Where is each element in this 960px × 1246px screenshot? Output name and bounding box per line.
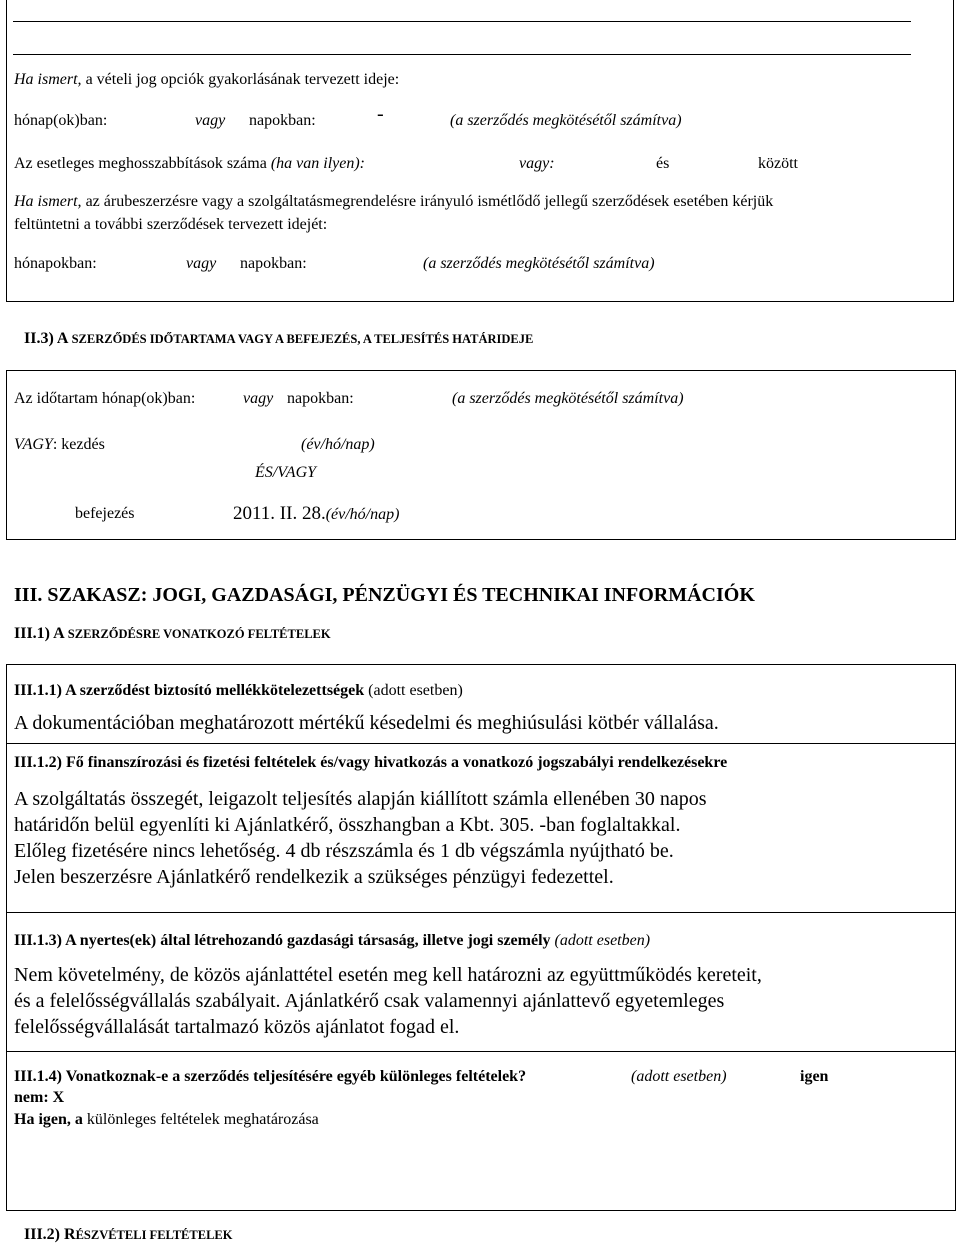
extensions-line: Az esetleges meghosszabbítások száma (ha van ilyen): <box>14 155 365 172</box>
s4-note: (adott esetben) <box>631 1068 727 1085</box>
start-date-format: (év/hó/nap) <box>301 436 375 453</box>
duration-days-label: napokban: <box>287 390 354 407</box>
s2-line-4: Jelen beszerzésre Ajánlatkérő rendelkezik a szükséges pénzügyi fedezettel. <box>14 866 614 888</box>
recurring-days-label: napokban: <box>240 255 307 272</box>
s2-heading: III.1.2) Fő finanszírozási és fizetési feltételek és/vagy hivatkozás a vonatkozó jogszabályi rendelkezésekre <box>14 754 728 771</box>
extensions-or: vagy: <box>519 155 555 172</box>
s4-heading: III.1.4) Vonatkoznak-e a szerződés teljesítésére egyéb különleges feltételek? <box>14 1068 527 1085</box>
extensions-between: között <box>758 155 798 172</box>
s3-heading: III.1.3) A nyertes(ek) által létrehozandó gazdasági társaság, illetve jogi személy (adott esetben) <box>14 932 651 949</box>
s2-line-2: határidőn belül egyenlíti ki Ajánlatkérő, összhangban a Kbt. 305. -ban foglaltakkal. <box>14 814 681 836</box>
recurring-line-1: Ha ismert, az árubeszerzésre vagy a szolgáltatásmegrendelésre irányuló ismétlődő jellegű szerződések esetében kérjük <box>14 193 774 210</box>
start-line: VAGY: kezdés <box>14 436 105 453</box>
s2-line-1: A szolgáltatás összegét, leigazolt teljesítés alapján kiállított számla ellenében 30 napos <box>14 788 707 810</box>
s4-ifyes: Ha igen, a különleges feltételek meghatározása <box>14 1111 319 1128</box>
option-from-contract: (a szerződés megkötésétől számítva) <box>450 112 682 129</box>
end-date-value: 2011. II. 28. <box>233 503 326 524</box>
option-dash: - <box>377 103 384 125</box>
s3-line-2: és a felelősségvállalás szabályait. Ajánlatkérő csak valamennyi ajánlattevő egyetemleges <box>14 990 725 1012</box>
blank-line-1 <box>13 21 911 22</box>
duration-or: vagy <box>243 390 274 407</box>
section-iii-title: III. SZAKASZ: JOGI, GAZDASÁGI, PÉNZÜGYI ÉS TECHNIKAI INFORMÁCIÓK <box>14 584 755 606</box>
section-ii3-heading: II.3) A SZERZŐDÉS IDŐTARTAMA VAGY A BEFEJEZÉS, A TELJESÍTÉS HATÁRIDEJE <box>24 330 534 347</box>
s3-line-1: Nem követelmény, de közös ajánlattétel esetén meg kell határozni az együttműködés kereteit, <box>14 964 762 986</box>
end-label: befejezés <box>75 505 135 522</box>
s4-yes: igen <box>800 1068 829 1085</box>
s4-no: nem: X <box>14 1089 65 1106</box>
s2-line-3: Előleg fizetésére nincs lehetőség. 4 db részszámla és 1 db végszámla nyújtható be. <box>14 840 674 862</box>
recurring-from-contract: (a szerződés megkötésétől számítva) <box>423 255 655 272</box>
duration-from-contract: (a szerződés megkötésétől számítva) <box>452 390 684 407</box>
and-or-label: ÉS/VAGY <box>255 464 317 481</box>
s3-line-3: felelősségvállalását tartalmazó közös ajánlatot fogad el. <box>14 1016 460 1038</box>
option-or: vagy <box>195 112 226 129</box>
option-days-label: napokban: <box>249 112 316 129</box>
recurring-line-2: feltüntetni a további szerződések tervezett idejét: <box>14 216 328 233</box>
duration-label: Az időtartam hónap(ok)ban: <box>14 390 196 407</box>
recurring-or: vagy <box>186 255 217 272</box>
s1-heading: III.1.1) A szerződést biztosító mellékkötelezettségek (adott esetben) <box>14 682 463 699</box>
recurring-months-label: hónapokban: <box>14 255 97 272</box>
end-date-line <box>233 503 399 525</box>
s1-text: A dokumentációban meghatározott mértékű késedelmi és meghiúsulási kötbér vállalása. <box>14 712 719 734</box>
section-iii2-heading: III.2) RÉSZVÉTELI FELTÉTELEK <box>24 1226 233 1243</box>
extensions-and: és <box>656 155 670 172</box>
blank-line-2 <box>13 54 911 55</box>
option-months-label: hónap(ok)ban: <box>14 112 108 129</box>
section-iii1-heading: III.1) A SZERZŐDÉSRE VONATKOZÓ FELTÉTELEK <box>14 625 331 642</box>
option-intro: Ha ismert, a vételi jog opciók gyakorlásának tervezett ideje: <box>14 71 400 88</box>
end-date-format: (év/hó/nap) <box>325 506 400 523</box>
